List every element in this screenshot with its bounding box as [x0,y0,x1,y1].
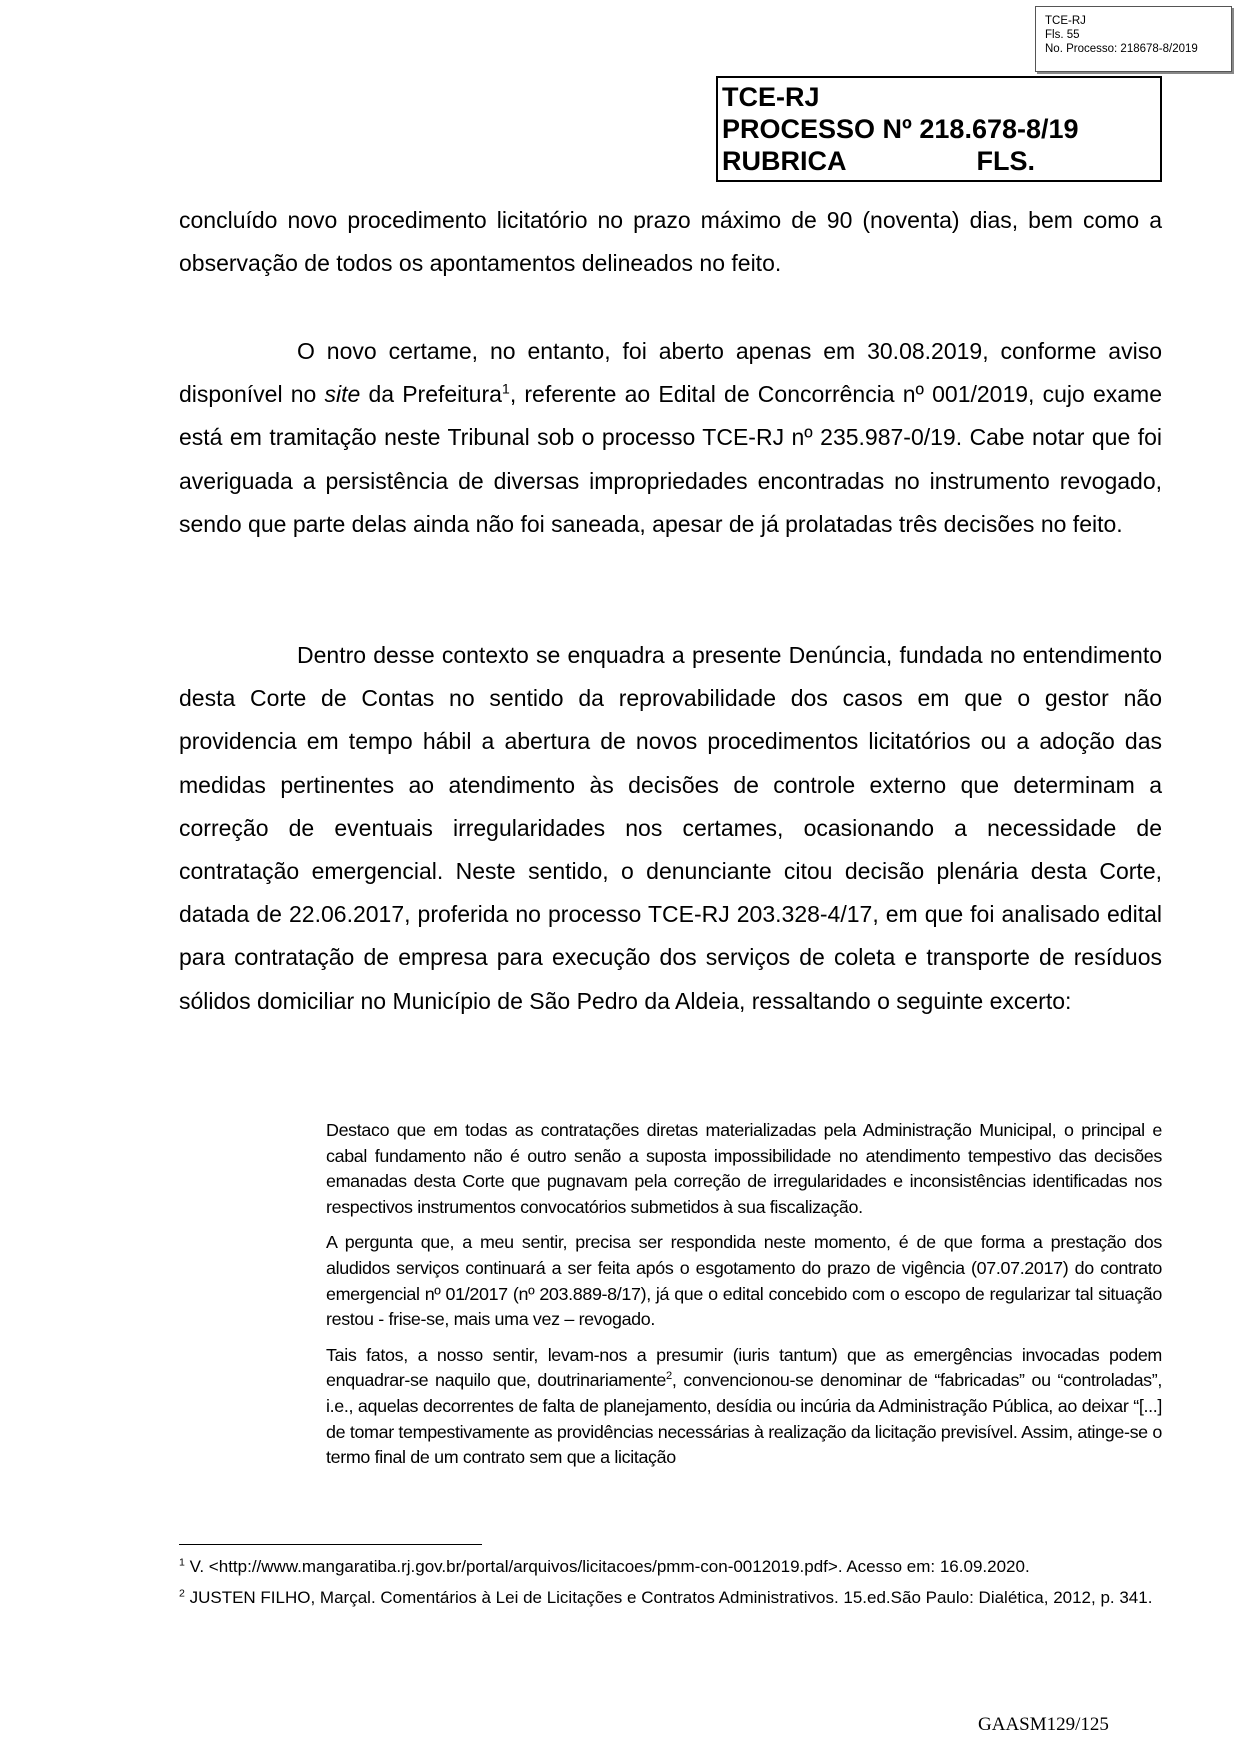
footnote-separator [179,1544,482,1545]
footnote-1-number: 1 [179,1556,185,1569]
paragraph-1 [179,199,1162,285]
paragraph-2 [179,330,1162,546]
stamp-folio: Fls. 55 [1045,29,1080,41]
paragraph-2-site: site [324,381,361,408]
stamp-org: TCE-RJ [1045,15,1086,27]
footnote-1 [179,1556,1162,1578]
process-header-box [716,76,1162,182]
header-org: TCE-RJ [722,82,820,112]
footer-page-code: GAASM129/125 [978,1714,1109,1735]
header-rubrica: RUBRICA [722,146,847,176]
footnote-2-number: 2 [179,1587,185,1600]
paragraph-2-text-b: da Prefeitura [360,381,502,408]
block-quote [326,1118,1162,1481]
quote-paragraph-3-text-a: Tais fatos, a nosso sentir, levam-nos a presumir (iuris tantum) que as emergências invocadas podem enquadrar-se naquilo que, doutrinariamente [326,1344,1162,1391]
protocol-stamp [1035,6,1232,72]
footnotes [179,1556,1162,1618]
quote-paragraph-1: Destaco que em todas as contratações diretas materializadas pela Administração Municipal, o principal e cabal fundamento não é outro senão a suposta impossibilidade no atendimento tempestivo das decisões emanadas desta Corte que pugnavam pela correção de irregularidades e inconsistências identificadas nos respectivos instrumentos convocatórios submetidos à sua fiscalização. [326,1120,1162,1217]
footnote-ref-1[interactable]: 1 [501,381,510,398]
paragraph-1-text: concluído novo procedimento licitatório no prazo máximo de 90 (noventa) dias, bem como a observação de todos os apontamentos delineados no feito. [179,207,1162,277]
footnote-ref-2[interactable]: 2 [666,1370,672,1383]
header-rubrica-row [722,145,1160,177]
footnote-2 [179,1587,1162,1609]
header-process-number: PROCESSO Nº 218.678-8/19 [722,114,1079,144]
stamp-process-number: No. Processo: 218678-8/2019 [1045,43,1198,55]
paragraph-2-text-a: O novo certame, no entanto, foi aberto apenas em 30.08.2019, conforme aviso disponível no [179,338,1162,408]
quote-paragraph-2: A pergunta que, a meu sentir, precisa ser respondida neste momento, é de que forma a prestação dos aludidos serviços continuará a ser feita após o esgotamento do prazo de vigência (07.07.2017) do contrato emergencial nº 01/2017 (nº 203.889-8/17), já que o edital concebido com o escopo de regularizar tal situação restou - frise-se, mais uma vez – revogado. [326,1232,1162,1330]
paragraph-3-text: Dentro desse contexto se enquadra a presente Denúncia, fundada no entendimento desta Corte de Contas no sentido da reprovabilidade dos casos em que o gestor não providencia em tempo hábil a abertura de novos procedimentos licitatórios ou a adoção das medidas pertinentes ao atendimento às decisões de controle externo que determinam a correção de eventuais irregularidades nos certames, ocasionando a necessidade de contratação emergencial. Neste sentido, o denunciante citou decisão plenária desta Corte, datada de 22.06.2017, proferida no processo TCE-RJ 203.328-4/17, em que foi analisado edital para contratação de empresa para execução dos serviços de coleta e transporte de resíduos sólidos domiciliar no Município de São Pedro da Aldeia, ressaltando o seguinte excerto: [179,642,1162,1014]
header-fls: FLS. [976,146,1035,176]
quote-paragraph-3-text-b: , convencionou-se denominar de “fabricadas” ou “controladas”, i.e., aquelas decorrentes de falta de planejamento, desídia ou incúria da Administração Pública, ao deixar “[...] de tomar tempestivamente as providências necessárias à realização da licitação previsível. Assim, atinge-se o termo final de um contrato sem que a licitação [326,1370,1162,1468]
footnote-1-text: V. <http://www.mangaratiba.rj.gov.br/portal/arquivos/licitacoes/pmm-con-0012019.pdf>. Acesso em: 16.09.2020. [184,1557,1030,1576]
paragraph-3 [179,634,1162,1023]
paragraph-2-text-c: , referente ao Edital de Concorrência nº 001/2019, cujo exame está em tramitação neste Tribunal sob o processo TCE-RJ nº 235.987-0/19. Cabe notar que foi averiguada a persistência de diversas impropriedades encontradas no instrumento revogado, sendo que parte delas ainda não foi saneada, apesar de já prolatadas três decisões no feito. [179,381,1162,537]
footnote-2-text: JUSTEN FILHO, Marçal. Comentários à Lei de Licitações e Contratos Administrativos. 15.ed.São Paulo: Dialética, 2012, p. 341. [184,1588,1153,1607]
